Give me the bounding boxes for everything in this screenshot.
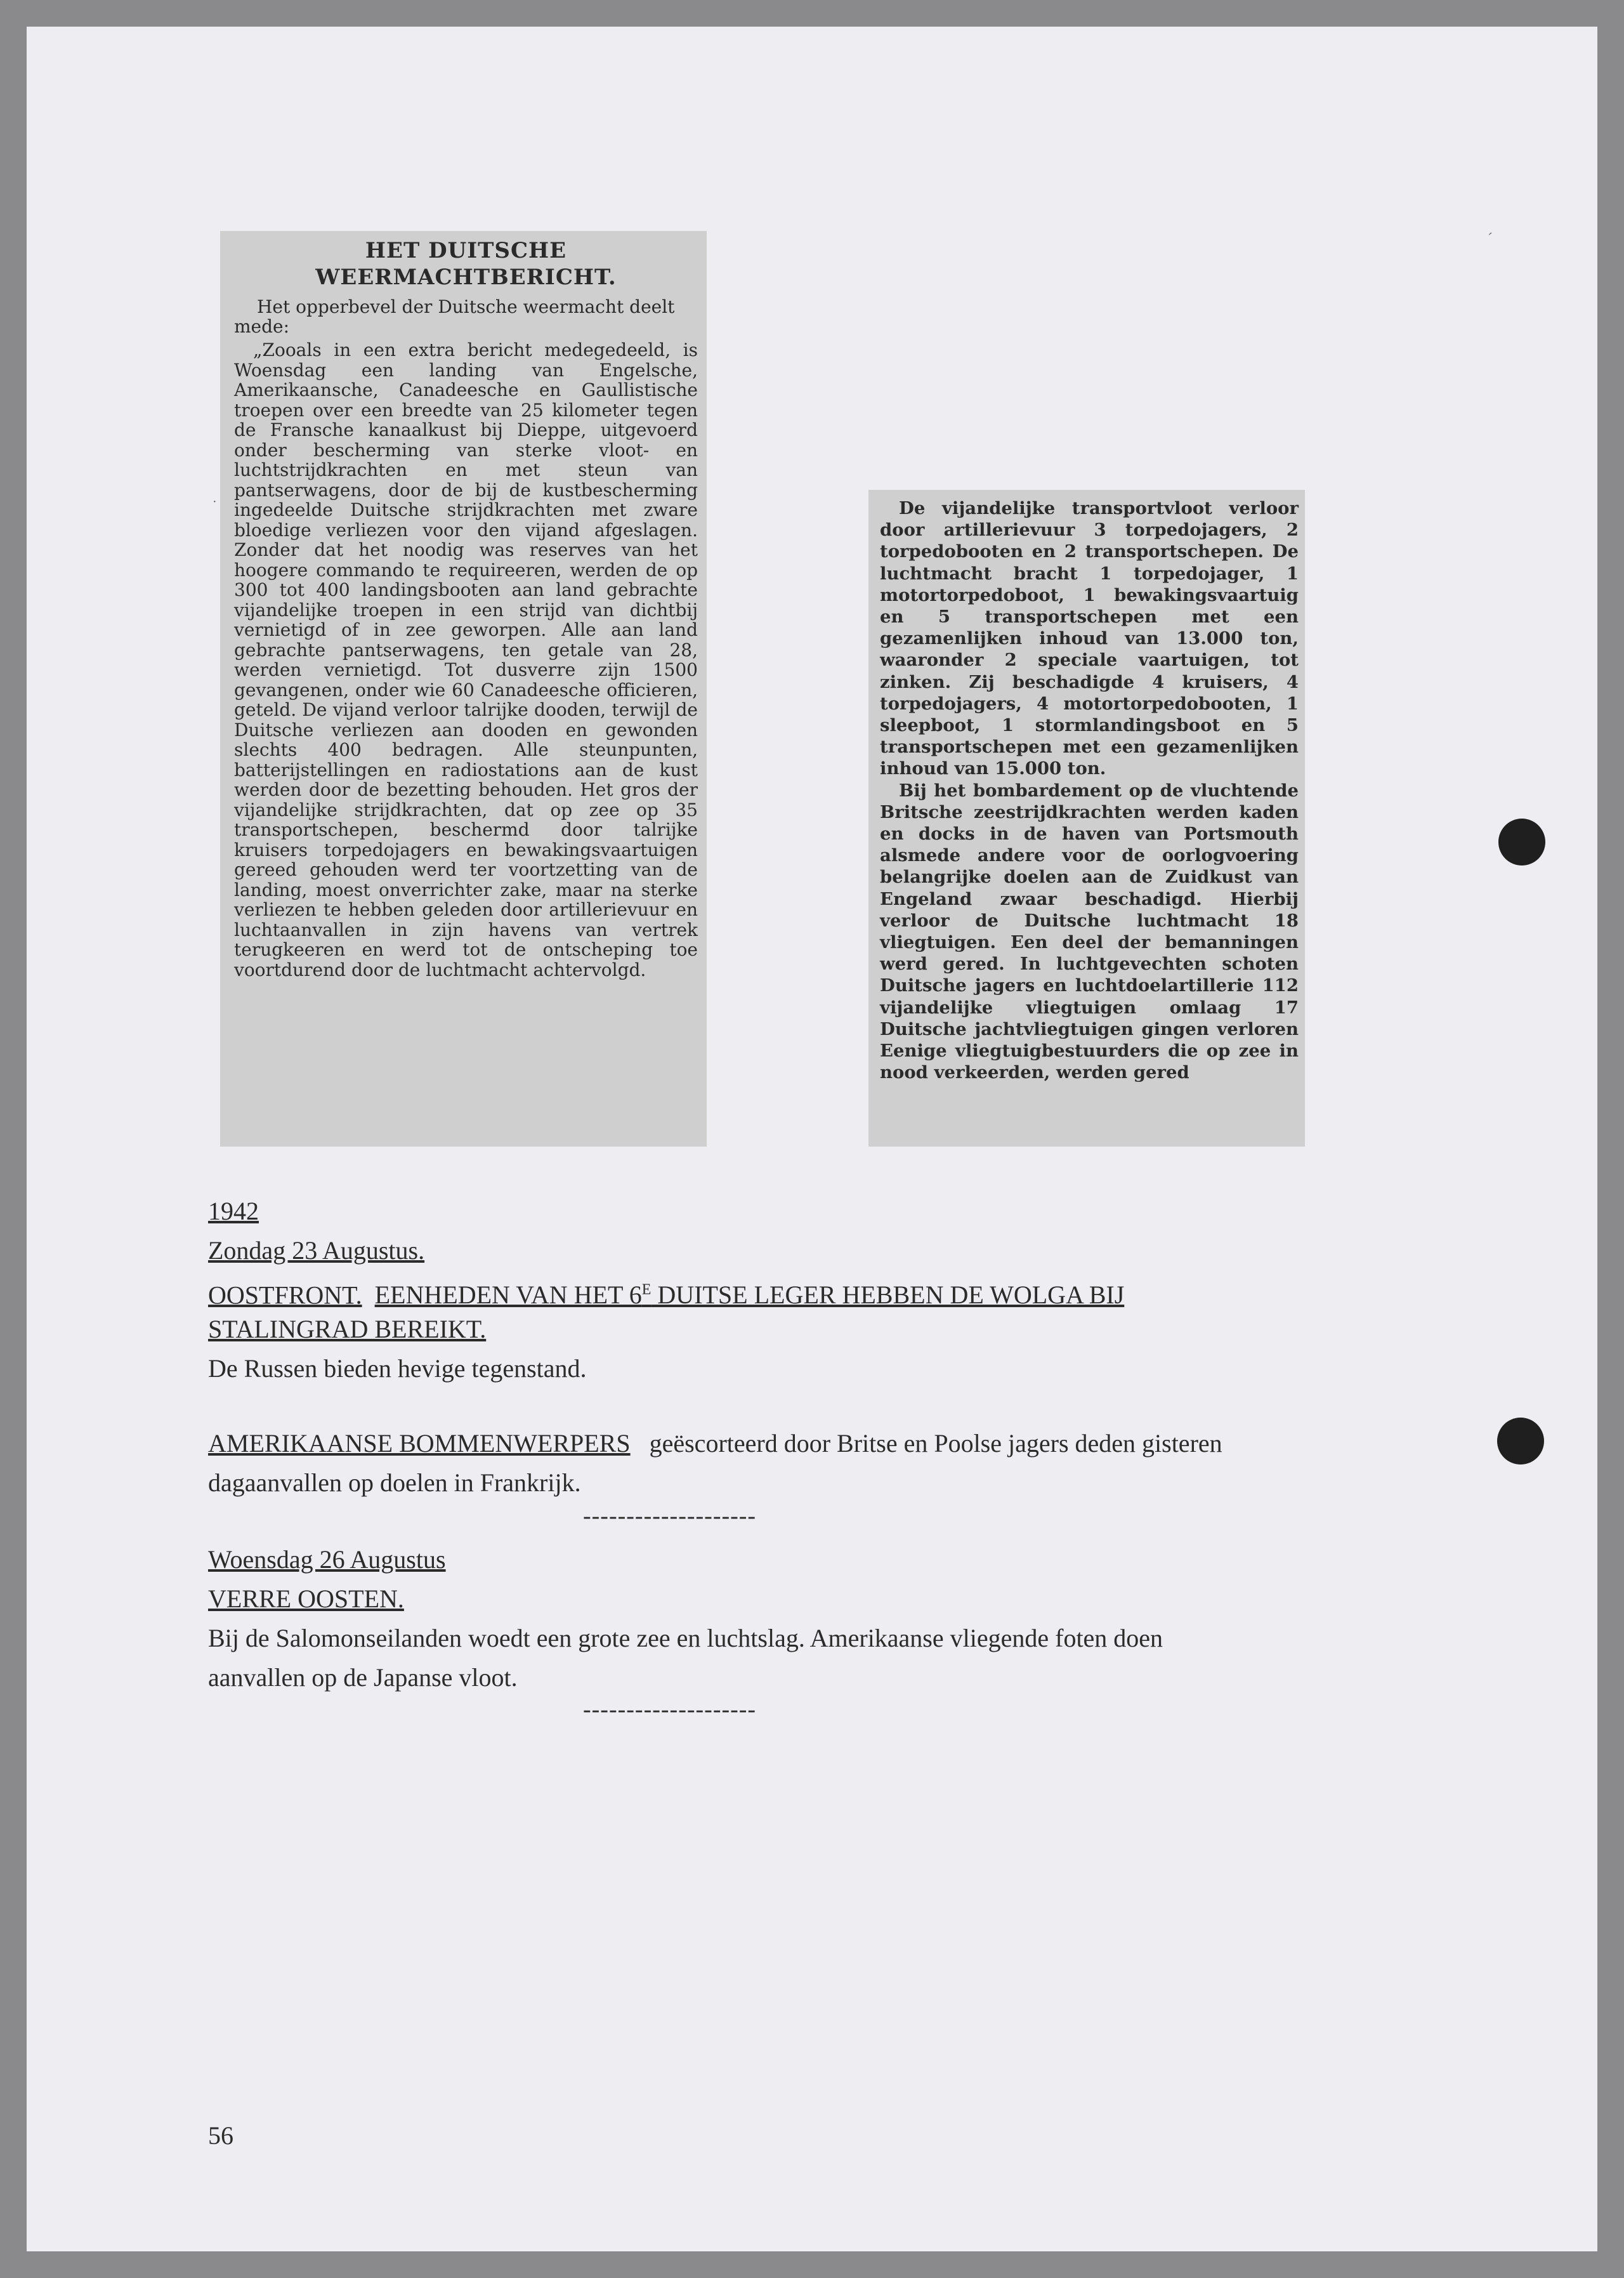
clipping-paragraph-2: Bij het bombardement op de vluchtende Britsche zeestrijdkrachten werden kaden en docks in de haven van Portsmouth alsmede andere voor de oorlogvoering belangrijke doelen aan de Zuidkust van Engeland zwaar beschadigd. Hierbij verloor de Duitsche luchtmacht 18 vliegtuigen. Een deel der bemanningen werd gered. In luchtgevechten schoten Duitsche jagers en luchtdoelartillerie 112 vijandelijke vliegtuigen omlaag 17 Duitsche jachtvliegtuigen gingen verloren Eenige vliegtuigbestuurders die op zee in nood verkeerden, werden gered	[880, 780, 1299, 1083]
bombers-line	[208, 1424, 1222, 1463]
bombers-label: AMERIKAANSE BOMMENWERPERS	[208, 1429, 631, 1458]
front-label: OOSTFRONT.	[208, 1281, 362, 1310]
clipping-title: HET DUITSCHE WEERMACHTBERICHT.	[315, 238, 617, 290]
headline-line-2: STALINGRAD BEREIKT.	[208, 1315, 487, 1343]
separator-2: --------------------	[583, 1696, 757, 1723]
headline-part-1: EENHEDEN VAN HET 6	[374, 1281, 642, 1310]
document-page	[27, 27, 1597, 2251]
bombers-text: geëscorteerd door Britse en Poolse jagers deden gisteren	[649, 1429, 1222, 1458]
far-east-line-1: Bij de Salomonseilanden woedt een grote zee en luchtslag. Amerikaanse vliegende foten doen	[208, 1624, 1163, 1652]
headline-text	[375, 1281, 1125, 1309]
paper-dot-mark: ·	[213, 495, 217, 509]
headline-part-2: DUITSE LEGER HEBBEN DE WOLGA BIJ	[651, 1281, 1125, 1310]
separator-1: --------------------	[583, 1503, 757, 1529]
punch-hole-lower	[1497, 1418, 1544, 1465]
clipping-body: „Zooals in een extra bericht medegedeeld, is Woensdag een landing van Engelsche, Amerikaansche, Canadeesche en Gaullistische troepen over een breedte van 25 kilometer tegen de Fransche kanaalkust bij Dieppe, uitgevoerd onder bescherming van sterke vloot- en luchtstrijdkrachten en met steun van pantserwagens, door de bij de kustbescherming ingedeelde Duitsche strijdkrachten met zware bloedige verliezen voor den vijand afgeslagen. Zonder dat het noodig was reserves van het hoogere commando te requireeren, werden de op 300 tot 400 landingsbooten aan land gebrachte vijandelijke troepen in een strijd van dichtbij vernietigd of in zee geworpen. Alle aan land gebrachte pantserwagens, ten getale van 28, werden vernietigd. Tot dusverre zijn 1500 gevangenen, onder wie 60 Canadeesche officieren, geteld. De vijand verloor talrijke dooden, terwijl de Duitsche verliezen aan dooden en gewonden slechts 400 bedragen. Alle steunpunten, batterijstellingen en radiostations aan de kust werden door de bezetting behouden. Het gros der vijandelijke strijdkrachten, dat op zee op 35 transportschepen, beschermd door talrijke kruisers torpedojagers en bewakingsvaartuigen gereed gehouden werd ter voortzetting van de landing, moest onverrichter zake, maar na sterke verliezen te hebben geleden door artillerievuur en luchtaanvallen in zijn havens van vertrek terugkeeren en werd tot de ontscheping toe voortdurend door de luchtmacht achtervolgd.	[234, 339, 698, 980]
newspaper-clipping-weermachtbericht	[220, 231, 707, 1147]
paper-speck-mark: ´	[1488, 231, 1493, 247]
russians-line: De Russen bieden hevige tegenstand.	[208, 1354, 587, 1383]
headline-superscript: E	[641, 1282, 652, 1298]
date-heading-1: Zondag 23 Augustus.	[208, 1236, 425, 1265]
newspaper-clipping-transportvloot	[868, 490, 1305, 1147]
clipping-paragraph-1: De vijandelijke transportvloot verloor door artillerievuur 3 torpedojagers, 2 torpedobooten en 2 transportschepen. De luchtmacht bracht 1 torpedojager, 1 motortorpedoboot, 1 bewakingsvaartuig en 5 transportschepen met een gezamenlijken inhoud van 13.000 ton, waaronder 2 speciale vaartuigen, tot zinken. Zij beschadigde 4 kruisers, 4 torpedojagers, 4 motortorpedobooten, 1 sleepboot, 1 stormlandingsboot en 5 transportschepen met een gezamenlijken inhoud van 15.000 ton.	[880, 498, 1299, 779]
headline-oostfront	[208, 1270, 1382, 1315]
page-number: 56	[208, 2121, 233, 2150]
clipping-intro: Het opperbevel der Duitsche weermacht deelt mede:	[234, 296, 675, 337]
far-east-line-2: aanvallen op de Japanse vloot.	[208, 1663, 518, 1692]
punch-hole-upper	[1498, 819, 1545, 866]
far-east-heading: VERRE OOSTEN.	[208, 1584, 404, 1613]
bombers-line-2: dagaanvallen op doelen in Frankrijk.	[208, 1468, 581, 1497]
date-heading-2: Woensdag 26 Augustus	[208, 1545, 446, 1574]
year-heading: 1942	[208, 1197, 259, 1225]
